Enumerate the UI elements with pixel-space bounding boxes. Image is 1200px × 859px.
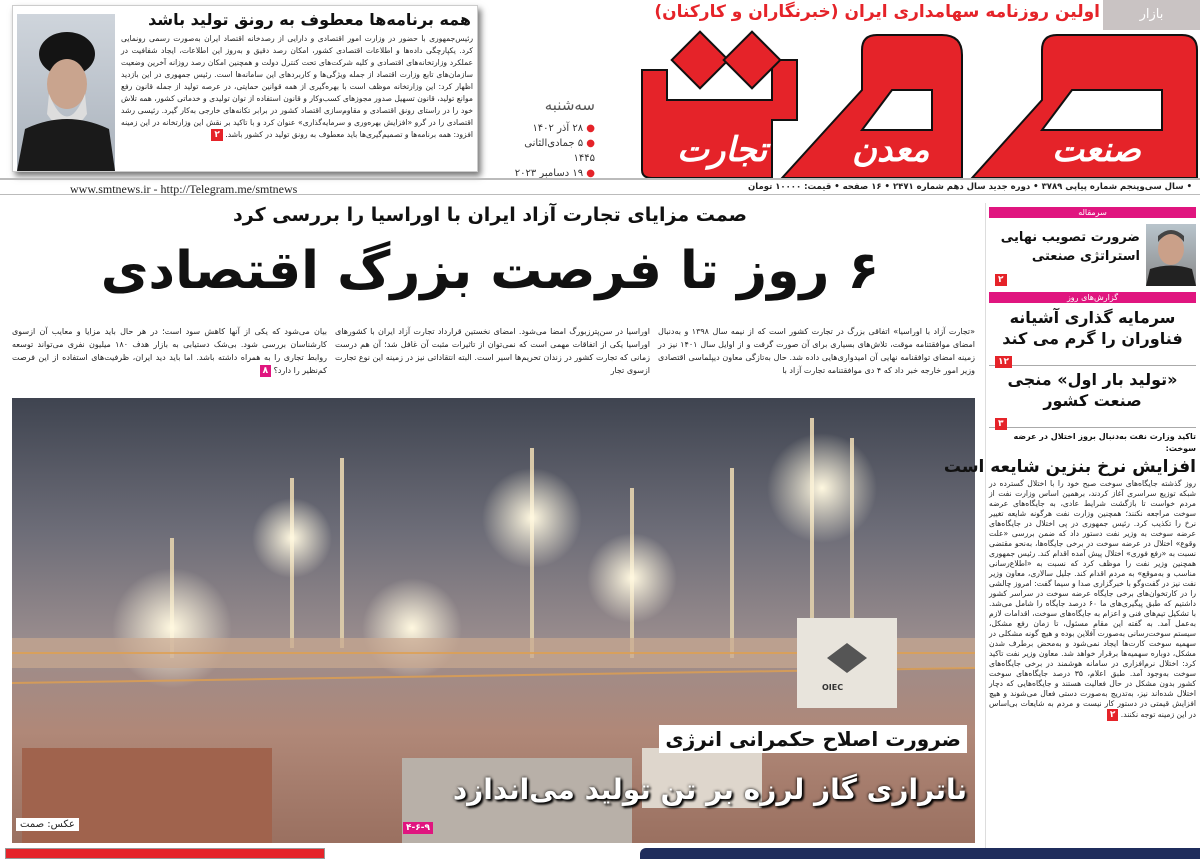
story-title[interactable]: افزایش نرخ بنزین شایعه است xyxy=(943,457,1196,477)
lead-story-box[interactable] xyxy=(12,5,478,172)
editorial-author-photo xyxy=(1146,224,1196,286)
page-ref-badge[interactable]: ۲ xyxy=(211,129,223,141)
bottom-navy-bar xyxy=(640,848,1200,859)
story-body-text: روز گذشته جایگاه‌های سوخت صبح خود را با اختلال گسترده در شبکه توزیع سراسری آغاز کردند، برهمین اساس وزارت نفت از مردم خواست تا بازگشت شرایط عادی، به جایگاه‌های عرضه سوخت مراجعه نکنند؛ همچنین وزارت نفت هرگونه شایعه تغییر نرخ را تکذیب کرد. رئیس جمهوری در پی اختلال در جایگاه‌های عرضه سوخت به وزیر نفت دستور داد که ضمن بررسی «علت وقوع» اختلال در عرضه سوخت در برخی جایگاه‌ها، به‌نحو مقتضی نسبت به «رفع فوری» اختلال پیش آمده اقدام کند. رئیس جمهوری همچنین وزیر نفت را موظف کرد که نسبت به «اطلاع‌رسانی مناسب و به‌موقع» به مردم اقدام کند. جلیل سالاری، معاون وزیر نفت نیز در گفت‌وگو با خبرگزاری صدا و سیما گفت: امروز چالشی را در کارتخوان‌های برخی جایگاه عرضه سوخت در سراسر کشور داشتیم که طبق پیگیری‌های ما ۶۰ درصد جایگاه را شامل می‌شد. با تشکیل تیم‌های فنی و اعزام به جایگاه‌های سوخت، اقدامات لازم به‌عمل آمد. به گفته این مقام مسئول، تا زمان رفع مشکل، سیستم سوخت‌رسانی به‌صورت آفلاین بوده و هیچ گونه مشکلی در سهمیه سوخت کارت‌ها ایجاد نمی‌شود و به‌محض برطرف شدن مشکل، دوباره سهمیه‌ها برقرار خواهد شد. معاون وزیر نفت تاکید کرد: اختلال نرم‌افزاری در سامانه هوشمند در برخی جایگاه‌های سوخت به‌وجود آمد. طبق اعلام، ۳۵ درصد جایگاه‌های سوخت کشور بدون مشکل در حال فعالیت هستند و جایگاه‌هایی که دچار اختلال شده‌اند نیز، به‌تدریج به‌صورت دستی فعال می‌شوند و هیچ افزایش قیمتی در دستور کار نیست و مردم به شایعات بی‌اساس در این زمینه توجه نکنند. xyxy=(989,479,1196,719)
refinery-photo[interactable] xyxy=(12,398,975,843)
divider xyxy=(989,427,1196,428)
editorial-block[interactable] xyxy=(989,222,1196,288)
page-ref-badge[interactable]: ۳ xyxy=(995,418,1007,430)
logo-word-madan: معدن xyxy=(852,130,930,170)
date-lunar: ● ۵ جمادی‌الثانی ۱۴۴۵ xyxy=(524,138,595,164)
weekday: سه‌شنبه xyxy=(544,96,595,114)
editorial-title[interactable]: ضرورت تصویب نهایی استراتژی صنعتی xyxy=(1000,230,1140,264)
photo-credit: عکس: صمت xyxy=(16,818,79,831)
badge-line xyxy=(989,349,1196,367)
photo-caption-small[interactable]: ضرورت اصلاح حکمرانی انرژی xyxy=(659,725,967,753)
lead-story-text: رئیس‌جمهوری با حضور در وزارت امور اقتصادی و دارایی از رصدخانه اقتصاد ایران به‌صورت رسمی رونمایی کرد. یکپارچگی داده‌ها و اطلاعات اقتصادی کشور، امکان رصد دقیق و به‌روز این اطلاعات، ایجاد شفافیت در عملکرد وزارتخانه‌های اقتصادی و کلیه شرکت‌های تحت کنترل دولت و همچنین امکان رصد روزانه آخرین وضعیت سازمان‌های تابع وزارت اقتصاد از جمله ویژگی‌ها و کاربردهای این سامانه‌ها است. رئیس جمهوری در این بازدید اظهار کرد: این وزارتخانه موظف است با بهره‌گیری از همه قوانین حمایتی، در عرصه تولید از جمله قانون رفع موانع تولید، قانون تسهیل صدور مجوزهای کسب‌وکار و قانون استفاده از توان تولیدی و خدماتی کشور، همه تلاش خود را در راستای رونق اقتصادی و مقاوم‌سازی اقتصاد کشور در برابر تکانه‌های خارجی به‌کار گیرد. رئیسی رشد اقتصادی را در گرو «افزایش بهره‌وری و سرمایه‌گذاری» عنوان کرد و با تاکید بر نقش این وزارتخانه در این زمینه افزود: همه برنامه‌ها و تصمیم‌گیری‌ها باید معطوف به رونق تولید در کشور باشد. xyxy=(121,34,473,139)
report-2-title[interactable]: «تولید بار اول» منجی صنعت کشور xyxy=(1007,370,1178,410)
divider xyxy=(989,365,1196,366)
masthead-tagline: اولین روزنامه سهامداری ایران (خبرنگاران و کارکنان) xyxy=(654,2,1100,22)
logo-word-sanat: صنعت xyxy=(1052,130,1141,170)
main-headline[interactable]: ۶ روز تا فرصت بزرگ اقتصادی xyxy=(100,241,880,301)
story-body xyxy=(989,479,1196,721)
main-column-3-text: بیان می‌شود که یکی از آنها کاهش سود است؛ در هر حال باید مزایا و معایب آن ازسوی کارشناسان بررسی شود. بی‌شک دستیابی به بازار هدف ۱۸۰ میلیون نفری می‌تواند توسعه روابط تجاری را به همراه داشته باشد. اما باید دید ایران، ظرفیت‌های استفاده از این فرصت کم‌نظیر را دارد؟ xyxy=(12,327,327,375)
reports-label: گزارش‌های روز xyxy=(989,292,1196,303)
right-sidebar xyxy=(943,203,1198,848)
page-ref-badge[interactable]: ۱۲ xyxy=(995,356,1012,368)
date-block xyxy=(505,98,595,181)
page-ref-badge[interactable]: ۸ xyxy=(260,365,272,377)
logo-word-tejarat: تجارت xyxy=(677,130,768,170)
lead-story-body xyxy=(121,33,473,141)
main-column-2: اوراسیا در سن‌پترزبورگ امضا می‌شود. امضای نخستین قرارداد تجارت آزاد ایران با کشورهای اوراسیا یکی از اتفاقات مهمی است که نمی‌توان از تاثیرات مثبت آن غافل شد؛ آن هم درست زمانی که تجارت کشور در زندان تحریم‌ها اسیر است. البته انتقاداتی نیز در زمینه این نوع تجارت ازسوی تجار xyxy=(335,327,650,375)
main-column-3 xyxy=(12,325,327,377)
president-photo xyxy=(17,14,115,171)
badge-line xyxy=(989,411,1196,429)
main-column-1: «تجارت آزاد با اوراسیا» اتفاقی بزرگ در تجارت کشور است که از نیمه سال ۱۳۹۸ و به‌دنبال امضای موافقتنامه موقت، تلاش‌های بسیاری برای آن صورت گرفت و از اوایل سال ۱۴۰۱ نیز در زمینه امضای توافقنامه نهایی آن امیدواری‌هایی داده شد. حال به‌تازگی معاون دیپلماسی اقتصادی وزیر امور خارجه خبر داد که ۴ دی موافقتنامه تجارت آزاد با xyxy=(658,327,975,375)
website-links[interactable]: www.smtnews.ir - http://Telegram.me/smtnews xyxy=(70,182,298,196)
page-ref-badge[interactable]: ۴-۶-۹ xyxy=(403,822,433,834)
report-1-title[interactable]: سرمایه گذاری آشیانه فناوران را گرم می کند xyxy=(1002,308,1183,348)
date-gregorian: ● ۱۹ دسامبر ۲۰۲۳ xyxy=(514,168,595,179)
page-ref-badge[interactable]: ۲ xyxy=(995,274,1007,286)
main-kicker: صمت مزایای تجارت آزاد ایران با اوراسیا را بررسی کرد xyxy=(233,204,747,226)
issue-info: • سال سی‌وپنجم شماره پیاپی ۳۷۸۹ • دوره جدید سال دهم شماره ۲۴۷۱ • ۱۶ صفحه • قیمت: ۱۰۰۰۰ تومان xyxy=(748,182,1192,192)
corner-label: بازار xyxy=(1103,0,1200,30)
bottom-red-bar xyxy=(5,848,325,859)
page-ref-badge[interactable]: ۲ xyxy=(1107,709,1119,721)
story-kicker: تاکید وزارت نفت به‌دنبال بروز اختلال در عرضه سوخت: xyxy=(1013,432,1196,453)
editorial-label: سرمقاله xyxy=(989,207,1196,218)
date-solar: ● ۲۸ آذر ۱۴۰۲ xyxy=(532,123,595,134)
photo-caption-big[interactable]: ناترازی گاز لرزه بر تن تولید می‌اندازد xyxy=(452,773,967,806)
lead-story-title: همه برنامه‌ها معطوف به رونق تولید باشد xyxy=(148,10,471,29)
masthead-logo[interactable] xyxy=(622,30,1200,178)
oiec-sign: OIEC xyxy=(822,683,844,692)
